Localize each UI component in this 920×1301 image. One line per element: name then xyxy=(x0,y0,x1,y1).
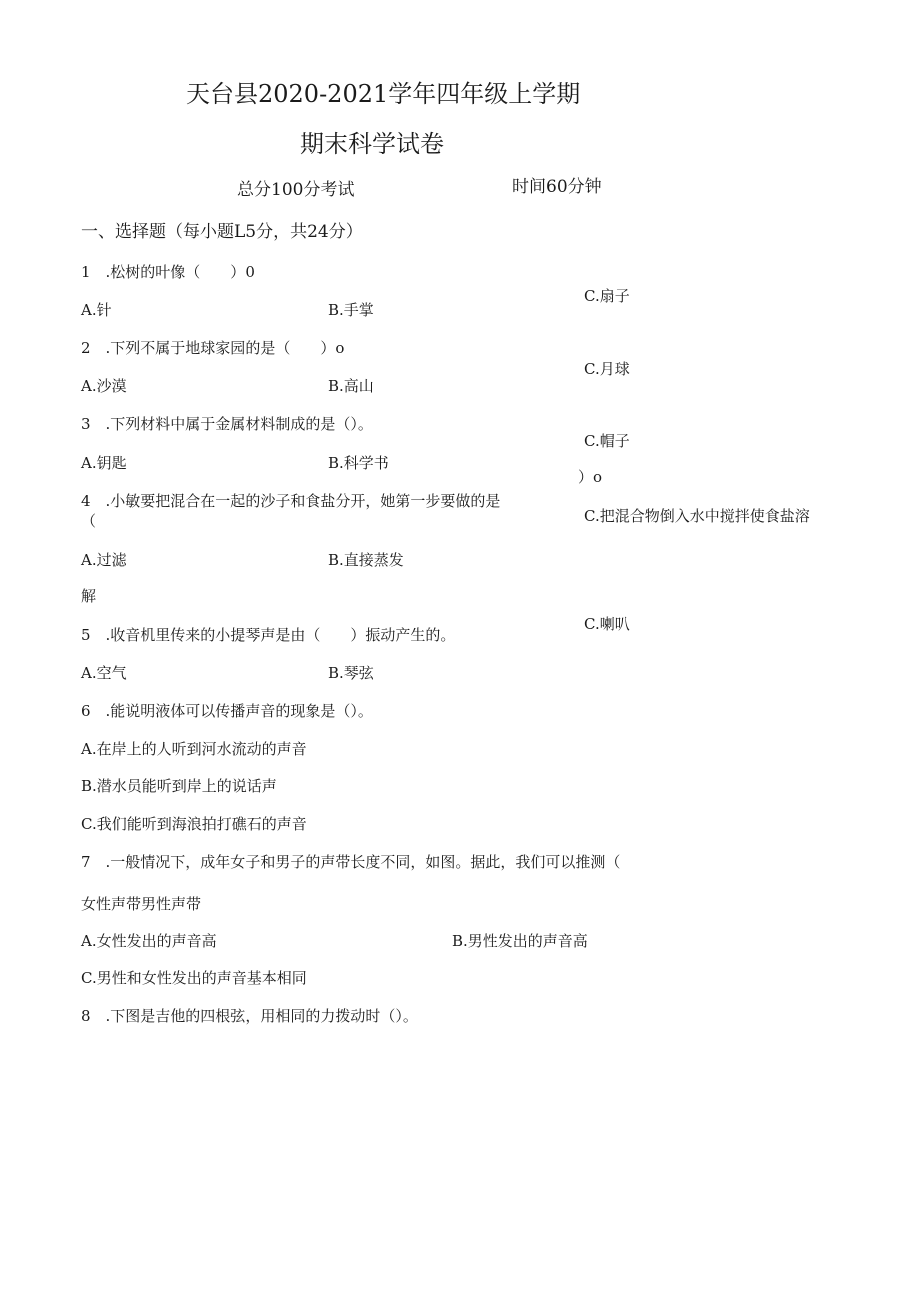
question-7-option-b: B.男性发出的声音高 xyxy=(452,932,588,950)
total-score: 总分100分考试 xyxy=(237,180,355,200)
question-4-stem-end: ）o xyxy=(578,468,603,486)
question-2-option-a: A.沙漠 xyxy=(81,377,127,395)
question-5-stem: 5 .收音机里传来的小提琴声是由（ ）振动产生的。 xyxy=(81,626,456,644)
question-2-option-b: B.高山 xyxy=(328,377,374,395)
question-1-option-c: C.扇子 xyxy=(584,287,630,305)
question-7-stem: 7 .一般情况下，成年女子和男子的声带长度不同，如图。据此，我们可以推测（ xyxy=(81,853,621,871)
question-2-stem: 2 .下列不属于地球家园的是（ ）o xyxy=(81,339,345,357)
question-3-option-b: B.科学书 xyxy=(328,454,389,472)
question-2-option-c: C.月球 xyxy=(584,360,630,378)
question-5-option-a: A.空气 xyxy=(81,664,127,682)
question-4-option-c-cont: 解 xyxy=(81,587,97,605)
question-5-option-c: C.喇叭 xyxy=(584,615,630,633)
question-7-figure-caption: 女性声带男性声带 xyxy=(81,895,202,913)
section-heading: 一、选择题（每小题L5分，共24分） xyxy=(81,222,363,242)
question-4-stem-cont: （ xyxy=(81,512,97,530)
exam-title-line1: 天台县2020-2021学年四年级上学期 xyxy=(186,80,581,108)
question-4-option-c: C.把混合物倒入水中搅拌使食盐溶 xyxy=(584,507,810,525)
question-6-option-b: B.潜水员能听到岸上的说话声 xyxy=(81,777,277,795)
question-1-option-b: B.手掌 xyxy=(328,301,374,319)
question-3-option-c: C.帽子 xyxy=(584,432,630,450)
question-1-option-a: A.针 xyxy=(81,301,112,319)
question-4-option-b: B.直接蒸发 xyxy=(328,551,404,569)
question-4-option-a: A.过滤 xyxy=(81,551,127,569)
time-limit: 时间60分钟 xyxy=(512,177,602,197)
question-6-option-c: C.我们能听到海浪拍打礁石的声音 xyxy=(81,815,307,833)
question-3-stem: 3 .下列材料中属于金属材料制成的是（）。 xyxy=(81,415,373,433)
question-6-option-a: A.在岸上的人听到河水流动的声音 xyxy=(81,740,307,758)
question-4-stem: 4 .小敏要把混合在一起的沙子和食盐分开，她第一步要做的是 xyxy=(81,492,501,510)
question-8-stem: 8 .下图是吉他的四根弦，用相同的力拨动时（）。 xyxy=(81,1007,418,1025)
question-5-option-b: B.琴弦 xyxy=(328,664,374,682)
question-7-option-c: C.男性和女性发出的声音基本相同 xyxy=(81,969,307,987)
question-3-option-a: A.钥匙 xyxy=(81,454,127,472)
exam-title-line2: 期末科学试卷 xyxy=(300,130,444,158)
question-7-option-a: A.女性发出的声音高 xyxy=(81,932,217,950)
question-1-stem: 1 .松树的叶像（ ）0 xyxy=(81,263,255,281)
question-6-stem: 6 .能说明液体可以传播声音的现象是（）。 xyxy=(81,702,373,720)
